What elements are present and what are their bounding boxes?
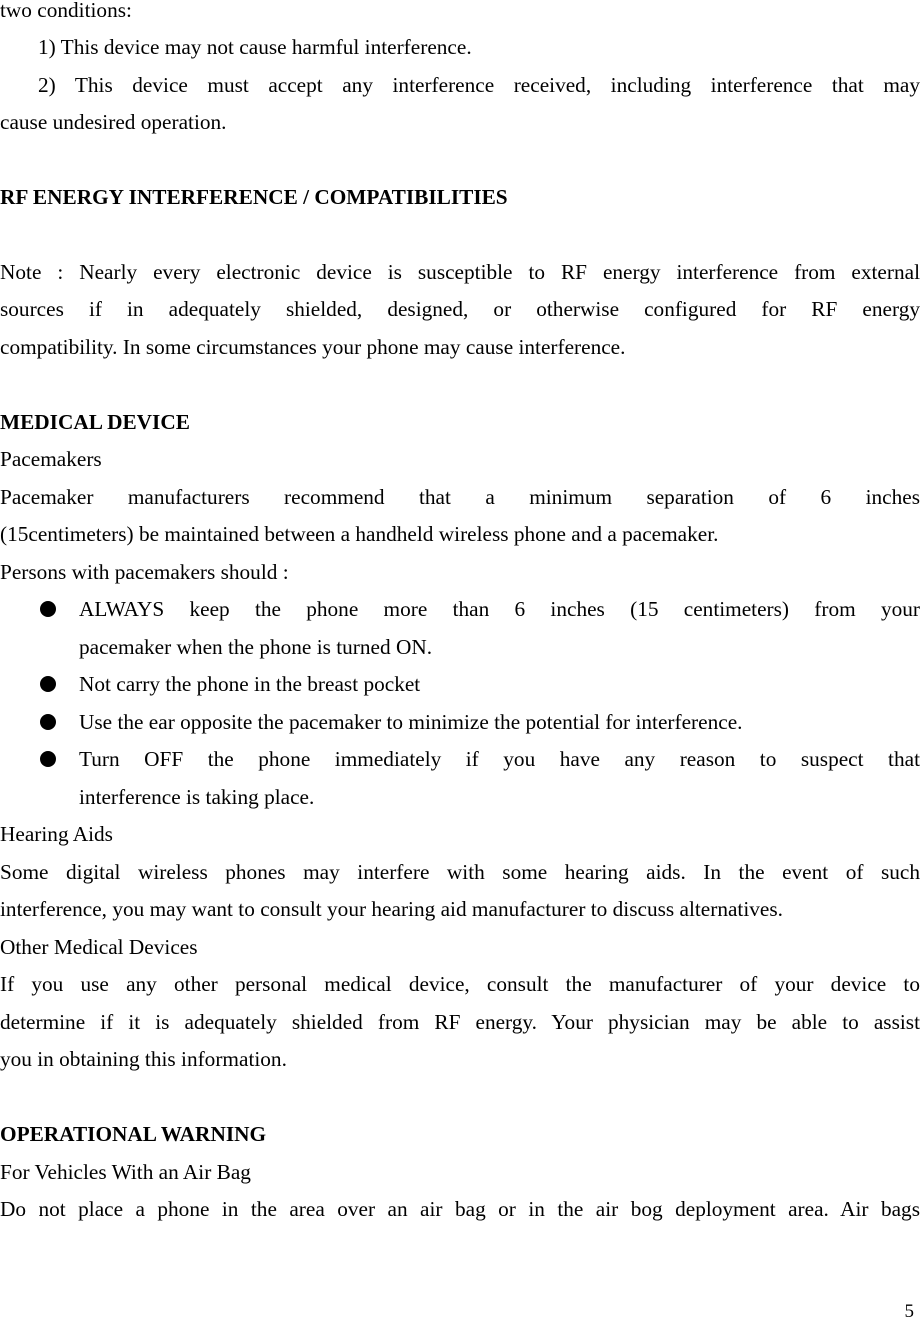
note-paragraph: sources if in adequately shielded, designed, or otherwise configured for RF energy	[0, 297, 920, 321]
page-number: 5	[904, 1301, 914, 1322]
pacemaker-paragraph: Pacemaker manufacturers recommend that a minimum separation of 6 inches	[0, 485, 920, 509]
hearing-aids-paragraph: Some digital wireless phones may interfere with some hearing aids. In the event of such	[0, 860, 920, 884]
section-heading-medical-device: MEDICAL DEVICE	[0, 410, 190, 434]
subheading-air-bag: For Vehicles With an Air Bag	[0, 1160, 251, 1184]
list-item: interference is taking place.	[79, 785, 315, 809]
bullet-icon	[40, 601, 56, 617]
list-item: ALWAYS keep the phone more than 6 inches (15 centimeters) from your	[79, 597, 920, 621]
condition-1: 1) This device may not cause harmful interference.	[38, 35, 472, 59]
other-devices-paragraph: If you use any other personal medical device, consult the manufacturer of your device to	[0, 972, 920, 996]
list-item: Not carry the phone in the breast pocket	[79, 672, 421, 696]
hearing-aids-paragraph: interference, you may want to consult your hearing aid manufacturer to discuss alternatives.	[0, 897, 783, 921]
other-devices-paragraph: determine if it is adequately shielded from RF energy. Your physician may be able to assist	[0, 1010, 920, 1034]
list-item: Turn OFF the phone immediately if you have any reason to suspect that	[79, 747, 920, 771]
pacemaker-paragraph: Persons with pacemakers should :	[0, 560, 289, 584]
bullet-icon	[40, 676, 56, 692]
condition-2: 2) This device must accept any interference received, including interference that may	[38, 73, 920, 97]
pacemaker-paragraph: (15centimeters) be maintained between a handheld wireless phone and a pacemaker.	[0, 522, 719, 546]
subheading-pacemakers: Pacemakers	[0, 447, 102, 471]
subheading-hearing-aids: Hearing Aids	[0, 822, 113, 846]
air-bag-paragraph: Do not place a phone in the area over an air bag or in the air bog deployment area. Air bags	[0, 1197, 920, 1221]
text-line: two conditions:	[0, 0, 132, 22]
list-item: pacemaker when the phone is turned ON.	[79, 635, 433, 659]
subheading-other-medical-devices: Other Medical Devices	[0, 935, 198, 959]
note-paragraph: compatibility. In some circumstances your phone may cause interference.	[0, 335, 626, 359]
section-heading-rf-energy: RF ENERGY INTERFERENCE / COMPATIBILITIES	[0, 185, 508, 209]
other-devices-paragraph: you in obtaining this information.	[0, 1047, 287, 1071]
section-heading-operational-warning: OPERATIONAL WARNING	[0, 1122, 267, 1146]
list-item: Use the ear opposite the pacemaker to minimize the potential for interference.	[79, 710, 743, 734]
text-line: cause undesired operation.	[0, 110, 227, 134]
bullet-icon	[40, 751, 56, 767]
bullet-icon	[40, 714, 56, 730]
note-paragraph: Note : Nearly every electronic device is susceptible to RF energy interference from external	[0, 260, 920, 284]
